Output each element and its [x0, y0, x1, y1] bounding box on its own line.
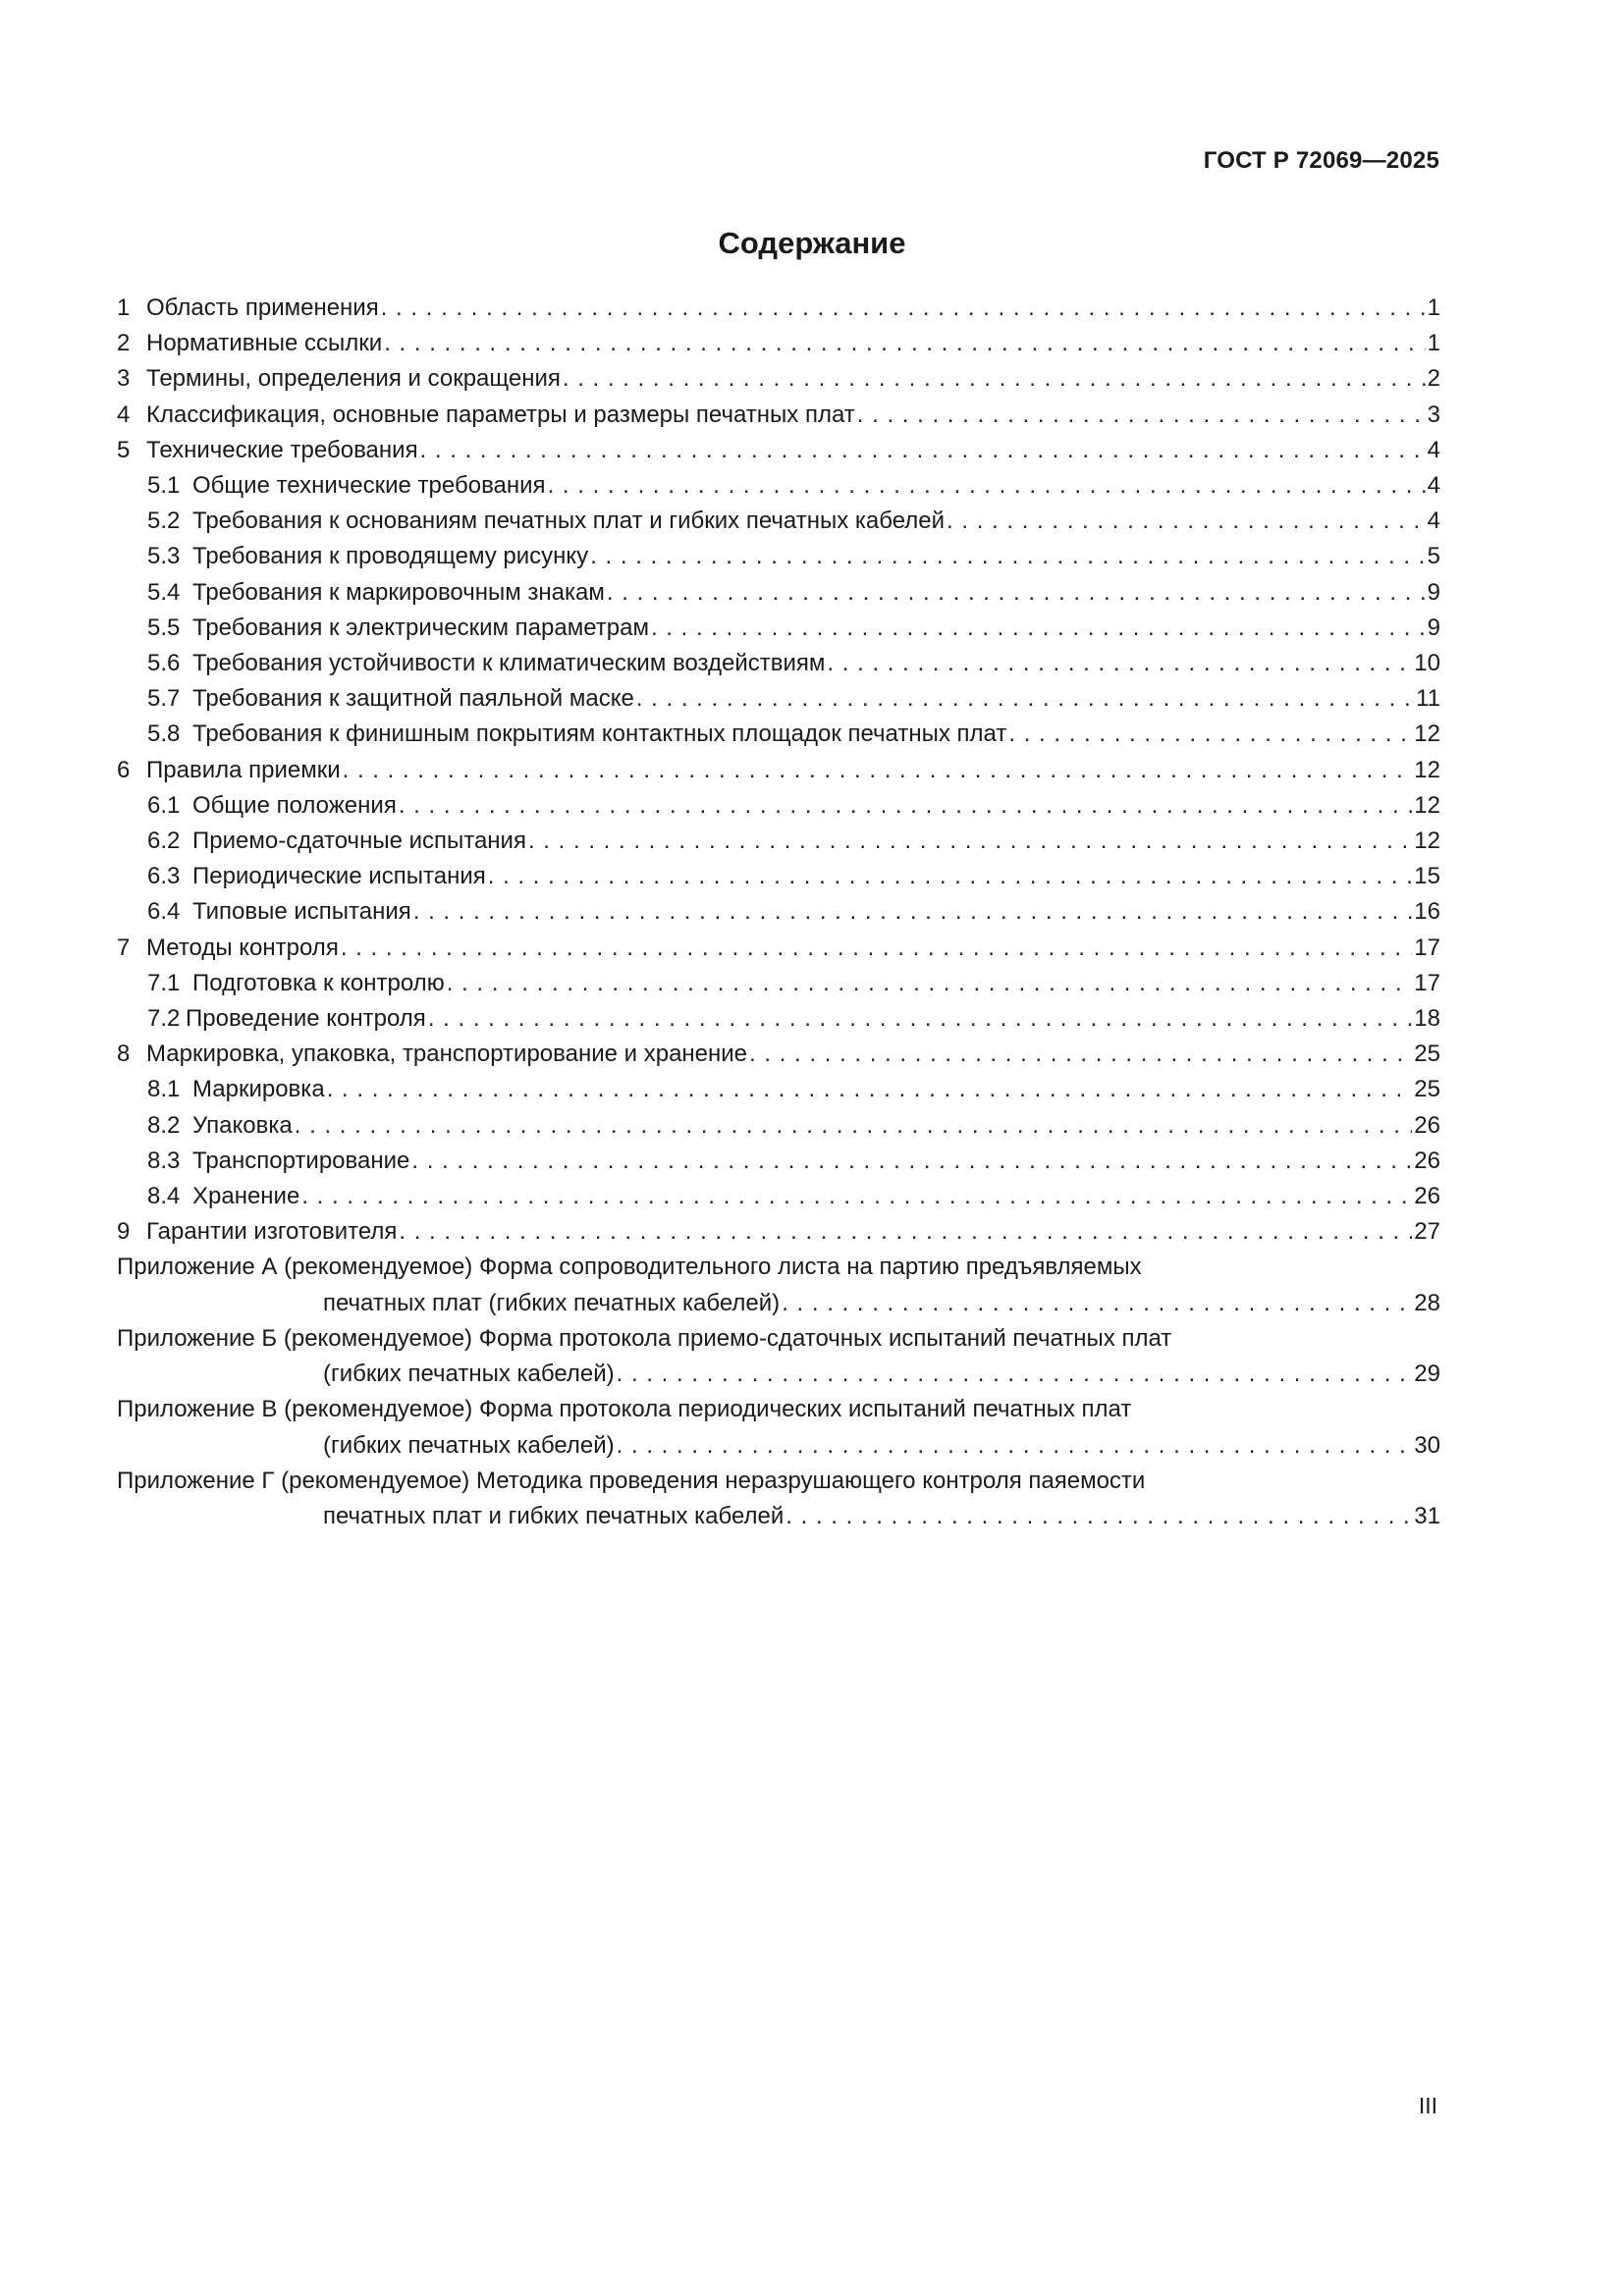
toc-entry-page: 12 — [1414, 756, 1440, 783]
table-of-contents — [117, 291, 1440, 1534]
toc-entry-number: 4 — [117, 400, 131, 428]
appendix-title-continuation: (гибких печатных кабелей) — [323, 1361, 615, 1388]
toc-entry-label: Маркировка, упаковка, транспортирование и хранение — [146, 1041, 748, 1068]
toc-entry-label: Упаковка — [192, 1111, 293, 1139]
appendix-entry[interactable] — [117, 1392, 1440, 1463]
dot-leader — [785, 1499, 1412, 1534]
toc-entry-label: Требования к основаниям печатных плат и гибких печатных кабелей — [192, 507, 946, 535]
toc-entry-label: Транспортирование — [192, 1147, 410, 1174]
dot-leader — [301, 1179, 1412, 1214]
toc-entry-number: 6.1 — [147, 791, 181, 819]
toc-entry-number: 5.7 — [147, 685, 181, 713]
toc-entry-label: Общие положения — [192, 791, 397, 819]
toc-entry-label: Гарантии изготовителя — [146, 1218, 398, 1246]
toc-entry-label: Маркировка — [192, 1076, 325, 1103]
dot-leader — [384, 326, 1425, 361]
toc-entry-number: 5.3 — [147, 543, 181, 570]
toc-entry-label: Хранение — [192, 1183, 300, 1210]
toc-entry[interactable] — [117, 398, 1440, 433]
dot-leader — [607, 575, 1426, 611]
toc-subentry[interactable] — [117, 504, 1440, 539]
toc-entry-label: Требования устойчивости к климатическим воздействиям — [192, 650, 826, 677]
toc-entry-number: 6.2 — [147, 828, 181, 855]
toc-subentry[interactable] — [117, 575, 1440, 611]
appendix-title-continuation: печатных плат и гибких печатных кабелей — [323, 1502, 785, 1529]
toc-entry-label: Правила приемки — [146, 756, 341, 783]
toc-subentry[interactable] — [117, 859, 1440, 894]
dot-leader — [1008, 717, 1412, 752]
toc-entry-label: Область применения — [146, 294, 379, 321]
toc-subentry[interactable] — [117, 468, 1440, 504]
toc-entry-page: 12 — [1414, 721, 1440, 748]
dot-leader — [295, 1108, 1413, 1144]
toc-entry-page: 25 — [1414, 1041, 1440, 1068]
toc-subentry[interactable] — [117, 717, 1440, 752]
toc-entry-page: 10 — [1414, 650, 1440, 677]
toc-entry-label: Требования к электрическим параметрам — [192, 614, 649, 641]
toc-subentry[interactable] — [117, 824, 1440, 859]
toc-subentry[interactable] — [117, 1001, 1440, 1037]
appendix-entry[interactable] — [117, 1464, 1440, 1534]
toc-entry-page: 26 — [1414, 1147, 1440, 1174]
appendix-title: Приложение Г (рекомендуемое) Методика проведения неразрушающего контроля паяемости — [117, 1467, 1146, 1494]
toc-subentry[interactable] — [117, 1144, 1440, 1179]
toc-entry-label: Периодические испытания — [192, 863, 486, 890]
toc-entry-page: 5 — [1427, 543, 1440, 570]
toc-entry-label: Проведение контроля — [186, 1005, 426, 1033]
toc-entry-page: 3 — [1427, 400, 1440, 428]
toc-entry-label: Приемо-сдаточные испытания — [192, 828, 526, 855]
toc-entry-page: 17 — [1414, 934, 1440, 961]
dot-leader — [343, 753, 1413, 788]
toc-entry-page: 16 — [1414, 898, 1440, 926]
dot-leader — [399, 788, 1412, 824]
appendix-entry[interactable] — [117, 1321, 1440, 1392]
toc-entry-page: 27 — [1414, 1218, 1440, 1246]
toc-entry-number: 8 — [117, 1041, 131, 1068]
dot-leader — [617, 1428, 1413, 1464]
toc-entry-label: Термины, определения и сокращения — [146, 365, 561, 393]
toc-subentry[interactable] — [117, 646, 1440, 681]
dot-leader — [411, 1144, 1412, 1179]
dot-leader — [341, 931, 1412, 966]
toc-entry-page: 25 — [1414, 1076, 1440, 1103]
dot-leader — [488, 859, 1413, 894]
dot-leader — [428, 1001, 1412, 1037]
toc-entry-number: 7.1 — [147, 969, 181, 996]
toc-subentry[interactable] — [117, 681, 1440, 717]
toc-entry-number: 6 — [117, 756, 131, 783]
dot-leader — [447, 966, 1413, 1001]
toc-entry-page: 12 — [1414, 791, 1440, 819]
toc-entry-number: 5 — [117, 436, 131, 463]
toc-entry-label: Методы контроля — [146, 934, 339, 961]
dot-leader — [399, 1214, 1412, 1250]
toc-subentry[interactable] — [117, 894, 1440, 930]
toc-subentry[interactable] — [117, 1108, 1440, 1144]
toc-entry-number: 3 — [117, 365, 131, 393]
appendix-title: Приложение В (рекомендуемое) Форма протокола периодических испытаний печатных плат — [117, 1396, 1132, 1423]
toc-entry[interactable] — [117, 291, 1440, 326]
dot-leader — [857, 398, 1426, 433]
appendix-title: Приложение Б (рекомендуемое) Форма протокола приемо-сдаточных испытаний печатных плат — [117, 1324, 1172, 1352]
dot-leader — [651, 611, 1426, 646]
toc-entry-label: Требования к маркировочным знакам — [192, 578, 605, 606]
appendix-title-continuation: печатных плат (гибких печатных кабелей) — [323, 1289, 781, 1316]
toc-entry-label: Требования к защитной паяльной маске — [192, 685, 634, 713]
toc-entry-number: 5.2 — [147, 507, 181, 535]
toc-entry-page: 4 — [1427, 436, 1440, 463]
toc-entry[interactable] — [117, 326, 1440, 361]
toc-subentry[interactable] — [117, 539, 1440, 574]
toc-entry-page: 31 — [1414, 1502, 1440, 1529]
dot-leader — [563, 361, 1426, 397]
toc-entry[interactable] — [117, 753, 1440, 788]
toc-entry-page: 15 — [1414, 863, 1440, 890]
dot-leader — [636, 681, 1414, 717]
appendix-entry[interactable] — [117, 1250, 1440, 1320]
toc-entry[interactable] — [117, 433, 1440, 468]
toc-entry-page: 9 — [1427, 578, 1440, 606]
page-number: III — [1418, 2093, 1437, 2118]
toc-subentry[interactable] — [117, 788, 1440, 824]
toc-subentry[interactable] — [117, 611, 1440, 646]
dot-leader — [782, 1286, 1412, 1321]
toc-entry-number: 2 — [117, 330, 131, 357]
toc-entry-number: 5.5 — [147, 614, 181, 641]
toc-entry-page: 1 — [1427, 294, 1440, 321]
toc-subentry[interactable] — [117, 1072, 1440, 1107]
toc-entry[interactable] — [117, 1037, 1440, 1072]
toc-entry-page: 30 — [1414, 1431, 1440, 1459]
dot-leader — [528, 824, 1412, 859]
toc-entry-label: Подготовка к контролю — [192, 969, 445, 996]
dot-leader — [617, 1357, 1413, 1392]
toc-entry-number: 7.2 — [147, 1005, 181, 1033]
toc-entry-number: 8.4 — [147, 1183, 181, 1210]
dot-leader — [947, 504, 1426, 539]
dot-leader — [413, 894, 1413, 930]
dot-leader — [548, 468, 1426, 504]
dot-leader — [381, 291, 1426, 326]
toc-entry-number: 8.1 — [147, 1076, 181, 1103]
toc-entry-page: 17 — [1414, 969, 1440, 996]
toc-entry-number: 1 — [117, 294, 131, 321]
toc-entry-number: 5.4 — [147, 578, 181, 606]
appendix-title-continuation: (гибких печатных кабелей) — [323, 1431, 615, 1459]
toc-entry-number: 6.4 — [147, 898, 181, 926]
toc-entry-number: 5.6 — [147, 650, 181, 677]
toc-entry-number: 5.8 — [147, 721, 181, 748]
document-code: ГОСТ Р 72069—2025 — [1203, 147, 1439, 174]
toc-entry-label: Требования к проводящему рисунку — [192, 543, 589, 570]
toc-entry-page: 2 — [1427, 365, 1440, 393]
appendix-title: Приложение А (рекомендуемое) Форма сопроводительного листа на партию предъявляемых — [117, 1254, 1142, 1281]
toc-entry-page: 18 — [1414, 1005, 1440, 1033]
dot-leader — [749, 1037, 1412, 1072]
toc-entry-number: 5.1 — [147, 472, 181, 500]
toc-entry-page: 28 — [1414, 1289, 1440, 1316]
toc-entry-page: 1 — [1427, 330, 1440, 357]
toc-subentry[interactable] — [117, 966, 1440, 1001]
dot-leader — [327, 1072, 1413, 1107]
toc-subentry[interactable] — [117, 1179, 1440, 1214]
toc-entry-page: 29 — [1414, 1361, 1440, 1388]
toc-entry-page: 9 — [1427, 614, 1440, 641]
toc-entry-label: Требования к финишным покрытиям контактных площадок печатных плат — [192, 721, 1007, 748]
toc-entry-page: 11 — [1416, 685, 1440, 713]
dot-leader — [590, 539, 1425, 574]
toc-entry-page: 26 — [1414, 1183, 1440, 1210]
toc-entry-page: 4 — [1427, 507, 1440, 535]
toc-entry-page: 4 — [1427, 472, 1440, 500]
toc-entry-number: 8.2 — [147, 1111, 181, 1139]
toc-entry[interactable] — [117, 361, 1440, 397]
toc-entry[interactable] — [117, 931, 1440, 966]
page-title: Содержание — [718, 226, 906, 260]
toc-entry-label: Технические требования — [146, 436, 418, 463]
toc-entry-label: Нормативные ссылки — [146, 330, 383, 357]
toc-entry-number: 8.3 — [147, 1147, 181, 1174]
toc-entry-label: Типовые испытания — [192, 898, 411, 926]
toc-entry-page: 26 — [1414, 1111, 1440, 1139]
toc-entry-label: Общие технические требования — [192, 472, 546, 500]
toc-entry-number: 7 — [117, 934, 131, 961]
dot-leader — [827, 646, 1412, 681]
toc-entry-page: 12 — [1414, 828, 1440, 855]
toc-entry-number: 9 — [117, 1218, 131, 1246]
toc-entry[interactable] — [117, 1214, 1440, 1250]
toc-entry-label: Классификация, основные параметры и размеры печатных плат — [146, 400, 855, 428]
dot-leader — [420, 433, 1426, 468]
toc-entry-number: 6.3 — [147, 863, 181, 890]
